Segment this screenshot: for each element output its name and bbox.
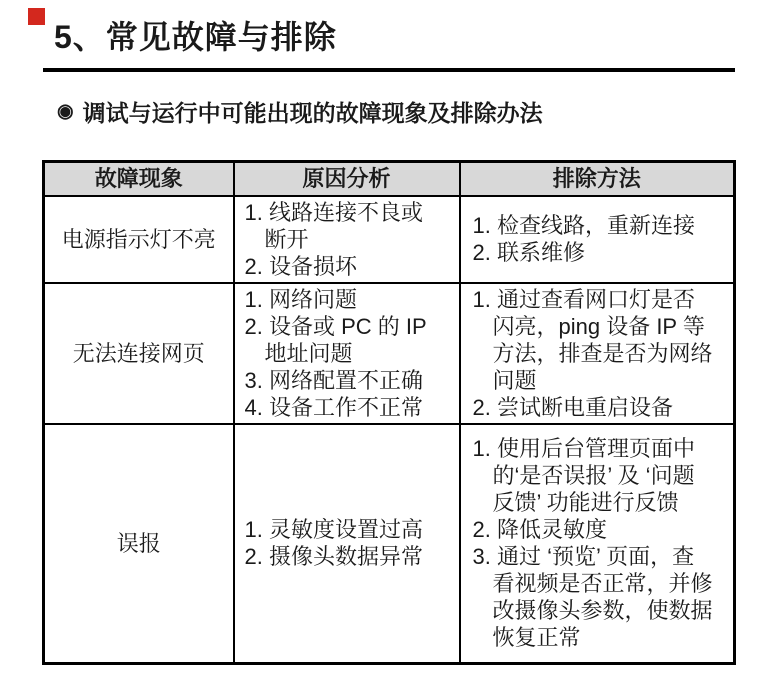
cell-causes — [234, 424, 460, 664]
list-item: 3. 网络配置不正确 — [244, 367, 423, 393]
list-item: 1. 检查线路，重新连接 — [472, 213, 695, 238]
table-row — [44, 196, 735, 283]
cell-causes — [234, 196, 460, 283]
list-item: 2. 降低灵敏度 — [472, 517, 607, 543]
cell-phenomenon: 误报 — [44, 424, 234, 664]
list-item: 2. 设备或 PC 的 IP 地址问题 — [244, 313, 427, 366]
troubleshooting-table — [42, 160, 736, 665]
list-item: 2. 设备损坏 — [244, 253, 357, 279]
table-row — [44, 424, 735, 664]
list-item: 1. 线路连接不良或断开 — [244, 199, 423, 252]
list-item: 1. 网络问题 — [244, 286, 357, 312]
section-title: 5、常见故障与排除 — [54, 19, 337, 55]
list-item: 4. 设备工作不正常 — [244, 394, 423, 420]
cell-causes — [234, 283, 460, 424]
subtitle — [57, 95, 543, 128]
column-header-cause: 原因分析 — [234, 162, 460, 196]
table-header-row — [44, 162, 735, 196]
list-item: 2. 尝试断电重启设备 — [472, 394, 673, 420]
cell-solutions — [460, 196, 735, 283]
red-marker-icon — [28, 8, 45, 25]
list-item: 1. 使用后台管理页面中的‘是否误报’ 及 ‘问题反馈’ 功能进行反馈 — [472, 436, 695, 516]
title-divider — [43, 68, 735, 72]
column-header-solution: 排除方法 — [460, 162, 735, 196]
list-item: 2. 摄像头数据异常 — [244, 544, 423, 570]
list-item: 2. 联系维修 — [472, 240, 585, 265]
list-item: 3. 通过 ‘预览’ 页面，查看视频是否正常，并修改摄像头参数，使数据恢复正常 — [472, 544, 713, 651]
table-row — [44, 283, 735, 424]
cell-solutions — [460, 424, 735, 664]
cell-phenomenon: 无法连接网页 — [44, 283, 234, 424]
column-header-phenomenon: 故障现象 — [44, 162, 234, 196]
fisheye-bullet-icon: ◉ — [57, 101, 74, 122]
list-item: 1. 通过查看网口灯是否闪亮，ping 设备 IP 等方法，排查是否为网络问题 — [472, 286, 713, 393]
list-item: 1. 灵敏度设置过高 — [244, 517, 423, 543]
cell-phenomenon: 电源指示灯不亮 — [44, 196, 234, 283]
cell-solutions — [460, 283, 735, 424]
subtitle-text: 调试与运行中可能出现的故障现象及排除办法 — [82, 100, 543, 126]
